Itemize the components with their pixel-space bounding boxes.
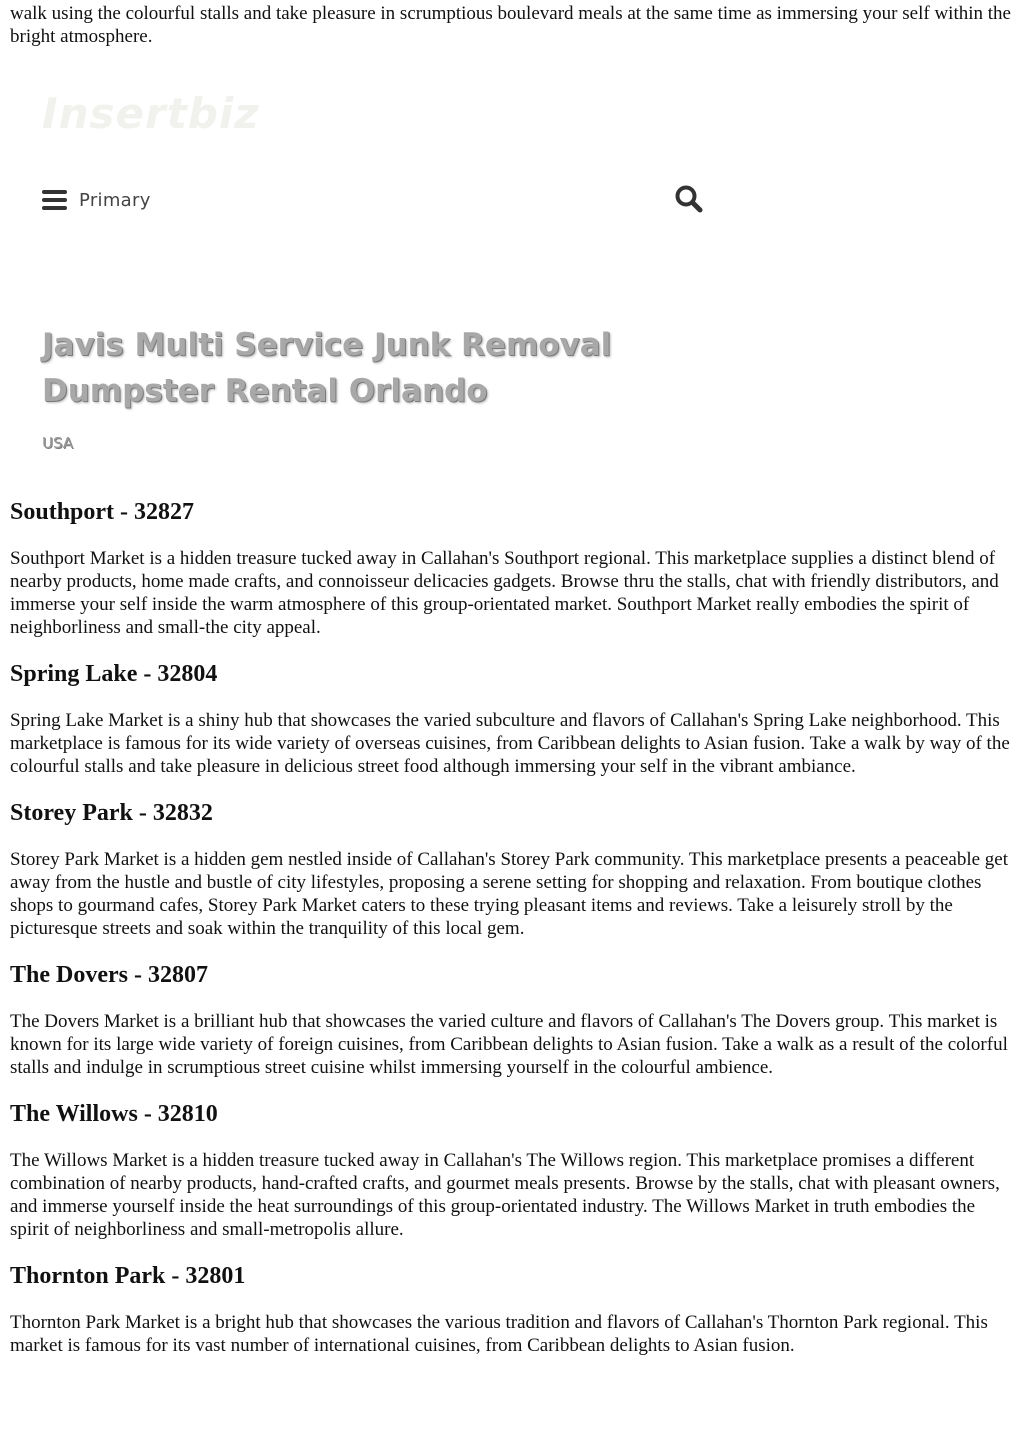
section-heading: Spring Lake - 32804 — [10, 661, 218, 687]
section-heading: Thornton Park - 32801 — [10, 1263, 246, 1289]
primary-menu-button[interactable] — [42, 186, 151, 214]
section-spring-lake — [10, 659, 1016, 778]
primary-navigation — [42, 184, 702, 216]
section-body: The Willows Market is a hidden treasure tucked away in Callahan's The Willows region. This marketplace promises a different combination of nearby products, hand-crafted crafts, and gourmet meals presents. Browse by the stalls, chat with pleasant owners, and immerse yourself inside the heat surroundings of this group-orientated industry. The Willows Market in truth embodies the spirit of neighborliness and small-metropolis allure. — [10, 1150, 1000, 1240]
section-heading: The Willows - 32810 — [10, 1101, 218, 1127]
section-body: Thornton Park Market is a bright hub that showcases the various tradition and flavors of Callahan's Thornton Park regional. This market is famous for its vast number of international cuisines, from Caribbean delights to Asian fusion. — [10, 1312, 988, 1356]
hamburger-icon — [42, 189, 67, 211]
section-heading: Storey Park - 32832 — [10, 800, 213, 826]
site-title[interactable]: Javis Multi Service Junk Removal Dumpster Rental Orlando — [42, 327, 612, 409]
section-body: Storey Park Market is a hidden gem nestled inside of Callahan's Storey Park community. This marketplace presents a peaceable get away from the hustle and bustle of city lifestyles, proposing a serene setting for shopping and relaxation. From boutique clothes shops to gourmand cafes, Storey Park Market caters to these trying pleasant items and reviews. Take a leisurely stroll by the picturesque streets and soak within the tranquility of this local gem. — [10, 849, 1009, 939]
site-location: USA — [42, 434, 74, 452]
section-heading: Southport - 32827 — [10, 499, 195, 525]
site-logo[interactable]: Insertbiz — [42, 89, 260, 138]
primary-menu-label: Primary — [79, 189, 151, 211]
section-body: Spring Lake Market is a shiny hub that showcases the varied subculture and flavors of Callahan's Spring Lake neighborhood. This marketplace is famous for its wide variety of overseas cuisines, from Caribbean delights to Asian fusion. Take a walk by way of the colourful stalls and take pleasure in delicious street food although immersing your self in the vibrant ambiance. — [10, 710, 1010, 777]
section-the-willows — [10, 1099, 1016, 1241]
section-thornton-park — [10, 1261, 1016, 1357]
search-icon — [674, 184, 704, 214]
search-button[interactable] — [674, 184, 704, 214]
section-the-dovers — [10, 960, 1016, 1079]
section-storey-park — [10, 798, 1016, 940]
main-content — [10, 497, 1016, 1377]
section-body: The Dovers Market is a brilliant hub that showcases the varied culture and flavors of Callahan's The Dovers group. This market is known for its large wide variety of foreign cuisines, from Caribbean delights to Asian fusion. Take a walk as a result of the colorful stalls and indulge in scrumptious street cuisine whilst immersing yourself in the colourful ambience. — [10, 1011, 1008, 1078]
section-heading: The Dovers - 32807 — [10, 962, 208, 988]
intro-paragraph: walk using the colourful stalls and take pleasure in scrumptious boulevard meals at the same time as immersing your self within the bright atmosphere. — [10, 3, 1011, 47]
section-body: Southport Market is a hidden treasure tucked away in Callahan's Southport regional. This marketplace supplies a distinct blend of nearby products, home made crafts, and connoisseur delicacies gadgets. Browse thru the stalls, chat with friendly distributors, and immerse your self inside the warm atmosphere of this group-orientated market. Southport Market really embodies the spirit of neighborliness and small-the city appeal. — [10, 548, 999, 638]
section-southport — [10, 497, 1016, 639]
